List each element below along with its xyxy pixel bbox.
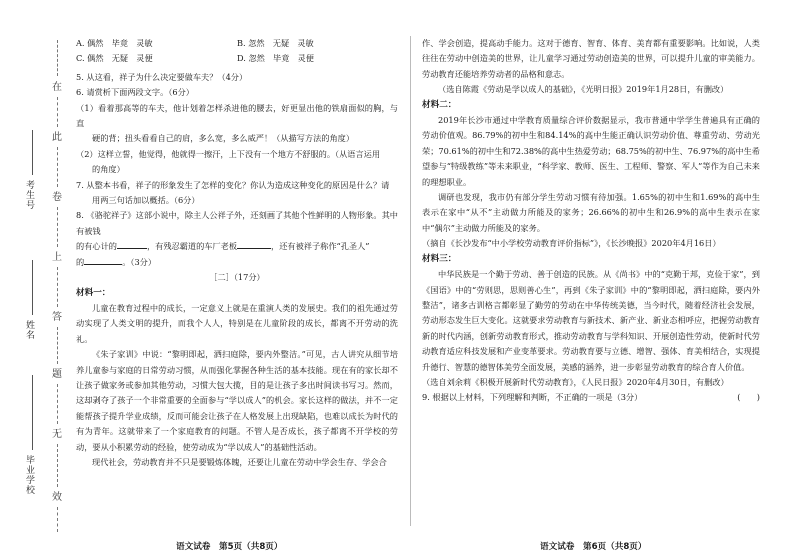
answer-paren[interactable]: ( ): [737, 392, 760, 403]
page-footer: 语文试卷 第6页（共8页）: [540, 542, 647, 552]
material-2-title: 材料二：: [422, 99, 457, 110]
cut-line: [57, 267, 58, 307]
source-citation: （选自陈霞《劳动是学以成人的基础》，《光明日报》2019年1月28日，有删改）: [438, 84, 729, 95]
seal-char: 此: [52, 132, 62, 143]
question-7-cont: 用两三句话加以概括。（6分）: [92, 195, 200, 206]
name-field[interactable]: [32, 260, 33, 315]
seal-char: 卷: [52, 192, 62, 203]
source-citation: （摘自《长沙发布“中小学校劳动教育评价指标”》，《长沙晚报》2020年4月16日）: [422, 238, 721, 249]
question-8-text: 的: [76, 256, 85, 267]
source-citation: （选自刘余莉《积极开展新时代劳动教育》，《人民日报》2020年4月30日，有删改）: [422, 376, 729, 387]
material-1-paragraph: 儿童在教育过程中的成长，一定意义上就是在重演人类的发展史。我们的祖先通过劳动实现了人类文明的提升，而我个人人，特别是在儿童阶段的成长，都离不开劳动的洗礼。: [76, 302, 398, 344]
binding-strip: [0, 0, 62, 560]
answer-blank[interactable]: [237, 239, 271, 249]
option-b: B. 忽然 无疑 灵敏: [237, 38, 314, 48]
q4-options-row: [76, 51, 398, 66]
question-8-text: ，有残忍霸道的车厂老板: [146, 241, 238, 252]
question-6-part-2: （2）这样立誓，他觉得，他就得一擦汗，上下没有一个地方不舒服的。（从语言运用: [76, 148, 381, 159]
material-2-paragraph: 调研也发现，我市仍有部分学生劳动习惯有待加强。1.65%的初中生和1.69%的高中生表示在家中“从不”主动做力所能及的家务；26.66%的初中生和26.9%的高中生表示在家中“偶尔”主动做力所能及的家务。: [422, 192, 760, 233]
exam-number-label: 考生号: [24, 180, 34, 210]
question-8-text: 的有心计的: [76, 241, 117, 252]
material-1-paragraph: 《朱子家训》中说：“黎明即起，洒扫庭除，要内外整洁。”可见，古人讲究从细节培养儿童参与家庭的日常劳动习惯，从而强化掌握各种生活的基本技能。现在有的家长却不让孩子做家务或参加其他劳动，习惯大包大揽，目的是让孩子多出时间读书写习。然而，这却剥夺了孩子一个非常重要的全面参与“学以成人”的机会。家长这样的做法，并不一定能帮孩子提升学业成绩，反而可能会让孩子在人格发展上出现缺陷，也难以成长为时代的有为青年。这就带来了一个家庭教育的问题。不管人是否成长，孩子都离不开学校的劳动，要从小积累劳动的经验，使劳动成为“学以成人”的基础性活动。: [76, 349, 398, 452]
seal-char: 题: [52, 369, 62, 380]
school-label: 毕业学校: [24, 455, 34, 495]
cut-line: [57, 327, 58, 364]
question-6-part-1-cont: 硬的背；扭头看看自己的肩，多么宽，多么威严！（从描写方法的角度）: [92, 133, 355, 144]
question-6: 6. 请赏析下面两段文字。（6分）: [76, 87, 194, 98]
option-c: C. 偶然 无疑 灵便: [76, 53, 153, 64]
q4-options-row: [76, 36, 398, 51]
page-footer: 语文试卷 第5页（共8页）: [176, 542, 283, 552]
question-8-line-3: [76, 255, 398, 270]
material-1-title: 材料一：: [76, 287, 111, 298]
question-9-text: 9. 根据以上材料，下列理解和判断，不正确的一项是（3分）: [422, 392, 643, 403]
cut-line: [57, 384, 58, 424]
option-a: A. 偶然 毕竟 灵敏: [76, 38, 153, 48]
answer-blank[interactable]: [84, 255, 122, 265]
cut-line: [57, 444, 58, 487]
question-8-text: 。（3分）: [122, 256, 157, 267]
cut-line: [57, 207, 58, 247]
school-field[interactable]: [32, 375, 33, 450]
question-7: 7. 从整本书看，祥子的形象发生了怎样的变化？你认为造成这种变化的原因是什么？请: [76, 179, 390, 190]
page-6-column: [422, 36, 760, 406]
question-8-line-2: [76, 239, 398, 254]
material-1-continuation: 作、学会创造，提高动手能力。这对于德育、智育、体育、美育都有重要影响。比如说，人类往往在劳动中创造美的世界，让儿童学习通过劳动创造美的世界，可以提升儿童的审美能力。劳动教育还能培养劳动者的品格和意志。: [422, 38, 760, 79]
name-label: 姓名: [24, 320, 34, 340]
column-divider: [410, 36, 411, 526]
page-5-column: [76, 36, 398, 470]
material-3-title: 材料三：: [422, 253, 457, 264]
cut-line: [57, 147, 58, 187]
seal-char: 答: [52, 312, 62, 323]
cut-line: [57, 40, 58, 76]
seal-char: 在: [52, 82, 62, 93]
material-3-paragraph: 中华民族是一个勤于劳动、善于创造的民族。从《尚书》中的“克勤于邦，克俭于家”，到《国语》中的“劳则思，思则善心生”，再到《朱子家训》中的“黎明即起，洒扫庭除，要内外整洁”，诸多古训格言都彰显了勤劳的劳动在中华传统美德，当今时代，随着经济社会发展，劳动形态发生巨大变化。这就要求劳动教育与新技术、新产业、新业态相呼应，把握劳动教育新的时代内涵，创新劳动教育形式，推动劳动教育与学科知识、开展创造性劳动，使新时代劳动教育适应科技发展和产业变革要求。劳动教育要与立德、增智、强体、育美相结合，实现提升德行、智慧的德智体美劳全面发展，美感的涵养，进一步彰显劳动教育的综合育人价值。: [422, 269, 760, 372]
cut-line: [57, 507, 58, 532]
option-d: D. 忽然 毕竟 灵便: [237, 53, 314, 64]
question-8-text: ，还有被祥子称作“孔圣人”: [271, 241, 370, 252]
material-1-paragraph: 现代社会，劳动教育并不只是要锻炼体魄，还要让儿童在劳动中学会生存、学会合: [92, 456, 387, 467]
question-9: [422, 390, 760, 405]
question-6-part-2-cont: 的角度）: [92, 164, 125, 175]
seal-char: 上: [52, 252, 62, 263]
section-heading: ［二］（17分）: [209, 272, 265, 283]
question-5: 5. 从这看，祥子为什么决定要做车夫？（4分）: [76, 71, 248, 82]
question-6-part-1: （1）看着那高等的车夫，他计划着怎样杀进他的腰去，好更显出他的铁扇面似的胸，与直: [76, 102, 398, 129]
material-2-paragraph: 2019年长沙市通过中学教育质量综合评价数据显示，我市普通中学学生普遍具有正确的劳动价值观。86.79%的初中生和84.14%的高中生能正确认识劳动价值、尊重劳动、劳动光荣；70.61%的初中生和72.38%的高中生热爱劳动；68.75%的初中生、76.97%的高中生希望参与“特级教练”等未来职业，“科学家、教师、医生、工程师、警察、军人”等作为自己未来的理想职业。: [422, 115, 760, 187]
seal-char: 效: [52, 492, 62, 503]
question-8: 8. 《骆驼祥子》这部小说中，除主人公祥子外，还刻画了其他个性鲜明的人物形象。其中有被钱: [76, 210, 398, 236]
seal-char: 无: [52, 429, 62, 440]
exam-number-field[interactable]: [32, 130, 33, 175]
cut-line: [57, 97, 58, 127]
answer-blank[interactable]: [117, 239, 147, 249]
